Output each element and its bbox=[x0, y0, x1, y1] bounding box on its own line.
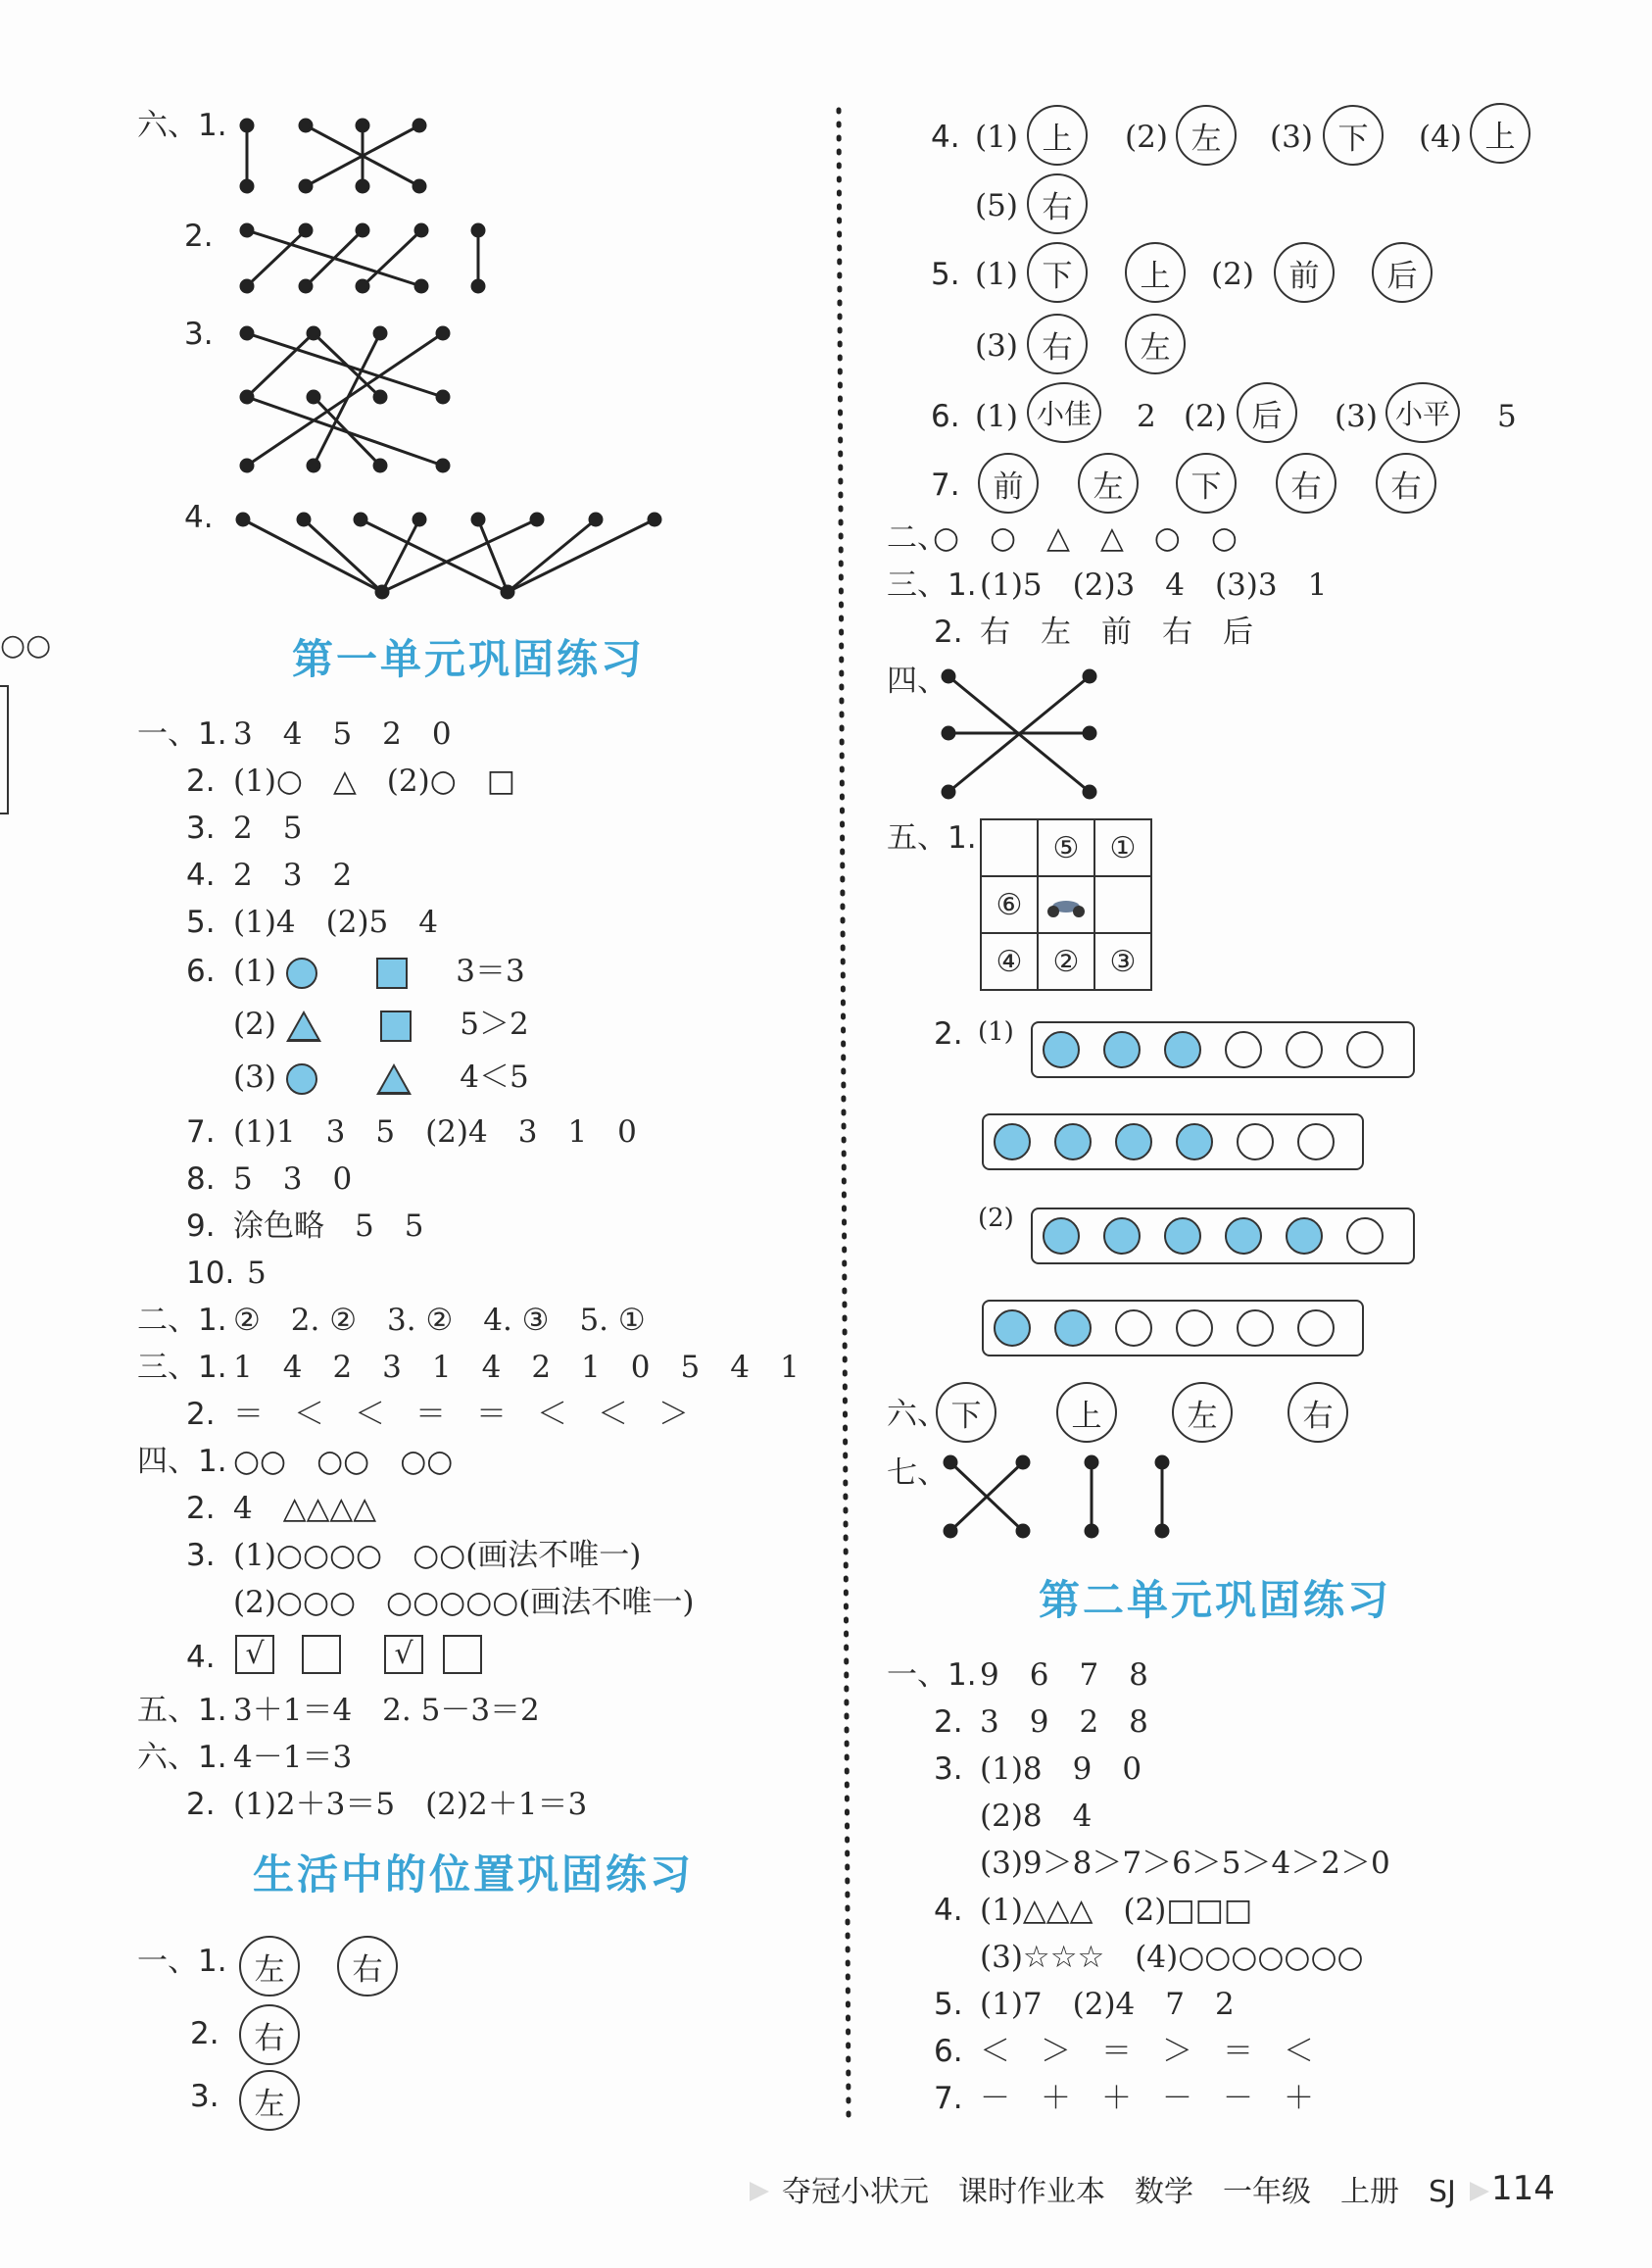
answer-circle: 小平 bbox=[1385, 382, 1460, 443]
item-label: 三、1. bbox=[137, 1350, 227, 1385]
item-text: (3)☆☆☆ (4)○○○○○○○ bbox=[980, 1940, 1364, 1975]
comparison: 5＞2 bbox=[460, 1007, 529, 1042]
item-label: 3. bbox=[186, 811, 216, 846]
empty-bead bbox=[1237, 1123, 1274, 1160]
item-text: 9 6 7 8 bbox=[980, 1657, 1148, 1693]
r-er-text: ○ ○ △ △ ○ ○ bbox=[933, 520, 1238, 556]
item-text: 3 4 5 2 0 bbox=[233, 716, 452, 752]
part-label: (3) bbox=[233, 1060, 276, 1095]
r-liu-label: 六、 bbox=[887, 1397, 947, 1432]
empty-bead bbox=[1115, 1309, 1152, 1347]
grid-cell: ⑤ bbox=[1038, 819, 1094, 876]
part-label: (2) bbox=[1125, 120, 1168, 155]
item-text: (1)1 3 5 (2)4 3 1 0 bbox=[233, 1114, 637, 1150]
empty-bead bbox=[1346, 1031, 1384, 1068]
bead-frame bbox=[982, 1113, 1364, 1170]
pos-1-label: 一、1. bbox=[137, 1944, 227, 1979]
empty-bead bbox=[1346, 1217, 1384, 1255]
empty-bead bbox=[1237, 1309, 1274, 1347]
section-6-label: 六、1. bbox=[137, 108, 227, 143]
item-text: 5 bbox=[247, 1256, 267, 1291]
item-label: 2. bbox=[186, 1787, 216, 1822]
filled-circle-icon bbox=[286, 1063, 317, 1095]
item-label: 四、1. bbox=[137, 1444, 227, 1479]
part-label: (1) bbox=[975, 257, 1018, 292]
filled-bead bbox=[1103, 1031, 1141, 1068]
filled-square-icon bbox=[376, 958, 408, 989]
item-text: － ＋ ＋ － － ＋ bbox=[980, 2081, 1314, 2116]
item-text: (1)△△△ (2)□□□ bbox=[980, 1893, 1253, 1928]
item-text: 5 3 0 bbox=[233, 1161, 353, 1197]
answer-circle: 右 bbox=[1276, 453, 1336, 514]
item-label: 二、1. bbox=[137, 1303, 227, 1338]
answer-circle: 左 bbox=[1172, 1382, 1233, 1443]
part-label: (3) bbox=[975, 328, 1018, 364]
r6-label: 6. bbox=[931, 399, 960, 434]
item-text: ＜ ＞ ＝ ＞ ＝ ＜ bbox=[980, 2034, 1314, 2069]
r5-label: 5. bbox=[931, 257, 960, 292]
empty-bead bbox=[1286, 1031, 1323, 1068]
part-label: (1) bbox=[978, 1017, 1014, 1047]
section-6-3-label: 3. bbox=[184, 317, 214, 352]
grid-cell: ③ bbox=[1094, 933, 1151, 990]
empty-bead bbox=[1225, 1031, 1262, 1068]
svg-text:○○: ○○ bbox=[0, 628, 52, 663]
r7-label: 7. bbox=[931, 468, 960, 503]
item-label: 六、1. bbox=[137, 1740, 227, 1775]
item-text: (1)2＋3＝5 (2)2＋1＝3 bbox=[233, 1787, 588, 1822]
part-label: (3) bbox=[1335, 399, 1378, 434]
answer-circle: 下 bbox=[1176, 453, 1237, 514]
filled-square-icon bbox=[380, 1011, 412, 1042]
answer-circle: 左 bbox=[239, 2070, 300, 2131]
filled-bead bbox=[1164, 1217, 1201, 1255]
answer-circle: 后 bbox=[1372, 242, 1433, 303]
position-grid bbox=[980, 818, 1152, 991]
item-label: 10. bbox=[186, 1256, 235, 1291]
item-label: 4. bbox=[934, 1893, 963, 1928]
heading-position-review: 生活中的位置巩固练习 bbox=[253, 1850, 695, 1898]
r-si-label: 四、 bbox=[887, 664, 947, 699]
part-label: (3) bbox=[1270, 120, 1313, 155]
footer-book-title: 夺冠小状元 课时作业本 数学 一年级 上册 SJ bbox=[782, 2175, 1456, 2209]
item-label: 2. bbox=[934, 1704, 963, 1740]
filled-bead bbox=[994, 1123, 1031, 1160]
item-text: ○○ ○○ ○○ bbox=[233, 1444, 454, 1479]
filled-bead bbox=[1043, 1031, 1080, 1068]
grid-cell: ① bbox=[1094, 819, 1151, 876]
answer-circle: 下 bbox=[936, 1382, 996, 1443]
item-text: ＝ ＜ ＜ ＝ ＝ ＜ ＜ ＞ bbox=[233, 1397, 689, 1432]
answer-circle: 前 bbox=[1274, 242, 1335, 303]
answer-circle: 前 bbox=[978, 453, 1039, 514]
comparison: 4＜5 bbox=[460, 1060, 529, 1095]
filled-bead bbox=[1115, 1123, 1152, 1160]
answer-circle: 左 bbox=[239, 1936, 300, 1997]
item-label: 5. bbox=[186, 905, 216, 940]
part-label: (5) bbox=[975, 188, 1018, 223]
item-6-part1 bbox=[233, 954, 525, 989]
item-text: (2)○○○ ○○○○○(画法不唯一) bbox=[233, 1585, 695, 1620]
answer-circle: 上 bbox=[1470, 103, 1531, 164]
part-label: (2) bbox=[1211, 257, 1254, 292]
answer-circle: 上 bbox=[1056, 1382, 1117, 1443]
answer-circle: 下 bbox=[1323, 105, 1384, 166]
heading-unit1-review: 第一单元巩固练习 bbox=[292, 635, 646, 683]
answer-circle: 左 bbox=[1078, 453, 1139, 514]
empty-bead bbox=[1297, 1309, 1335, 1347]
answer-number: 5 bbox=[1497, 399, 1517, 434]
motorcycle-icon bbox=[1038, 876, 1094, 933]
item-text: 涂色略 5 5 bbox=[233, 1208, 424, 1244]
item-text: (2)8 4 bbox=[980, 1799, 1093, 1834]
r-san1-label: 三、1. bbox=[887, 567, 977, 603]
answer-circle: 后 bbox=[1237, 382, 1297, 443]
part-label: (4) bbox=[1419, 120, 1462, 155]
item-text: 2 3 2 bbox=[233, 858, 353, 893]
r-san1-text: (1)5 (2)3 4 (3)3 1 bbox=[980, 567, 1328, 603]
grid-cell bbox=[981, 819, 1038, 876]
item-text: 3 9 2 8 bbox=[980, 1704, 1148, 1740]
bead-frame bbox=[982, 1300, 1364, 1356]
answer-circle: 右 bbox=[1288, 1382, 1348, 1443]
item-text: 1 4 2 3 1 4 2 1 0 5 4 1 bbox=[233, 1350, 800, 1385]
item-label: 8. bbox=[186, 1161, 216, 1197]
answer-circle: 左 bbox=[1176, 105, 1237, 166]
column-divider bbox=[839, 110, 849, 2117]
answer-circle: 右 bbox=[1027, 173, 1088, 234]
item-text: 2 5 bbox=[233, 811, 303, 846]
item-label: 5. bbox=[934, 1987, 963, 2022]
answer-circle: 右 bbox=[337, 1936, 398, 1997]
checkbox-empty bbox=[443, 1635, 482, 1674]
empty-bead bbox=[1297, 1123, 1335, 1160]
r4-label: 4. bbox=[931, 120, 960, 155]
part-label: (1) bbox=[233, 954, 276, 989]
section-6-2-label: 2. bbox=[184, 219, 214, 254]
item-text: (1)8 9 0 bbox=[980, 1751, 1142, 1787]
r-wu-label: 五、1. bbox=[887, 820, 977, 856]
filled-bead bbox=[1176, 1123, 1213, 1160]
item-text: 4 △△△△ bbox=[233, 1491, 377, 1526]
item-text: 3＋1＝4 2. 5－3＝2 bbox=[233, 1693, 540, 1728]
bead-frame bbox=[1031, 1021, 1415, 1078]
section-6-4-label: 4. bbox=[184, 500, 214, 535]
answer-circle: 右 bbox=[1027, 314, 1088, 374]
part-label: (2) bbox=[978, 1204, 1014, 1233]
item-text: 4－1＝3 bbox=[233, 1740, 353, 1775]
item-label: 7. bbox=[934, 2081, 963, 2116]
checkbox-empty bbox=[302, 1635, 341, 1674]
r-qi-label: 七、 bbox=[887, 1455, 947, 1491]
r-er-label: 二、 bbox=[887, 520, 947, 556]
r-wu2-label: 2. bbox=[934, 1016, 963, 1052]
item-label: 9. bbox=[186, 1208, 216, 1244]
filled-bead bbox=[1054, 1309, 1092, 1347]
item-text: ② 2. ② 3. ② 4. ③ 5. ① bbox=[233, 1303, 646, 1338]
filled-bead bbox=[1043, 1217, 1080, 1255]
page-number: 114 bbox=[1491, 2169, 1555, 2208]
checkbox-checked: √ bbox=[384, 1635, 423, 1674]
filled-triangle-icon bbox=[286, 1011, 321, 1042]
pos-2-label: 2. bbox=[190, 2016, 219, 2051]
filled-bead bbox=[1054, 1123, 1092, 1160]
grid-cell: ④ bbox=[981, 933, 1038, 990]
filled-triangle-icon bbox=[376, 1063, 412, 1095]
item-label: 3. bbox=[934, 1751, 963, 1787]
item-text: (1)○ △ (2)○ □ bbox=[233, 764, 516, 799]
pos-3-label: 3. bbox=[190, 2079, 219, 2114]
answer-circle: 小佳 bbox=[1027, 382, 1101, 443]
filled-bead bbox=[1103, 1217, 1141, 1255]
filled-circle-icon bbox=[286, 958, 317, 989]
item-6-label: 6. bbox=[186, 954, 216, 989]
part-label: (1) bbox=[975, 120, 1018, 155]
item-label: 2. bbox=[186, 1491, 216, 1526]
item-label: 7. bbox=[186, 1114, 216, 1150]
filled-bead bbox=[1286, 1217, 1323, 1255]
comparison: 3＝3 bbox=[456, 954, 525, 989]
heading-unit2-review: 第二单元巩固练习 bbox=[1039, 1576, 1392, 1624]
filled-bead bbox=[1164, 1031, 1201, 1068]
grid-cell: ⑥ bbox=[981, 876, 1038, 933]
item-label: 4. bbox=[186, 858, 216, 893]
answer-number: 2 bbox=[1137, 399, 1156, 434]
item-text: (3)9＞8＞7＞6＞5＞4＞2＞0 bbox=[980, 1846, 1390, 1881]
answer-circle: 左 bbox=[1125, 314, 1186, 374]
item-4-label: 4. bbox=[186, 1640, 216, 1675]
part-label: (1) bbox=[975, 399, 1018, 434]
item-text: (1)7 (2)4 7 2 bbox=[980, 1987, 1235, 2022]
item-label: 一、1. bbox=[887, 1657, 977, 1693]
answer-circle: 上 bbox=[1125, 242, 1186, 303]
item-label: 2. bbox=[186, 1397, 216, 1432]
r-san2-text: 右 左 前 右 后 bbox=[980, 615, 1253, 650]
r-san2-label: 2. bbox=[934, 615, 963, 650]
item-6-part3 bbox=[233, 1062, 529, 1095]
grid-cell bbox=[1094, 876, 1151, 933]
item-text: (1)4 (2)5 4 bbox=[233, 905, 438, 940]
item-label: 五、1. bbox=[137, 1693, 227, 1728]
grid-cell: ② bbox=[1038, 933, 1094, 990]
item-label: 2. bbox=[186, 764, 216, 799]
empty-bead bbox=[1176, 1309, 1213, 1347]
item-text: (1)○○○○ ○○(画法不唯一) bbox=[233, 1538, 642, 1573]
item-6-part2 bbox=[233, 1007, 529, 1042]
checkbox-checked: √ bbox=[235, 1635, 274, 1674]
bead-frame bbox=[1031, 1208, 1415, 1264]
item-label: 6. bbox=[934, 2034, 963, 2069]
item-label: 3. bbox=[186, 1538, 216, 1573]
filled-bead bbox=[994, 1309, 1031, 1347]
part-label: (2) bbox=[233, 1007, 276, 1042]
answer-circle: 下 bbox=[1027, 242, 1088, 303]
item-label: 一、1. bbox=[137, 716, 227, 752]
answer-circle: 右 bbox=[239, 2004, 300, 2065]
answer-circle: 上 bbox=[1027, 105, 1088, 166]
answer-circle: 右 bbox=[1376, 453, 1436, 514]
part-label: (2) bbox=[1184, 399, 1227, 434]
filled-bead bbox=[1225, 1217, 1262, 1255]
